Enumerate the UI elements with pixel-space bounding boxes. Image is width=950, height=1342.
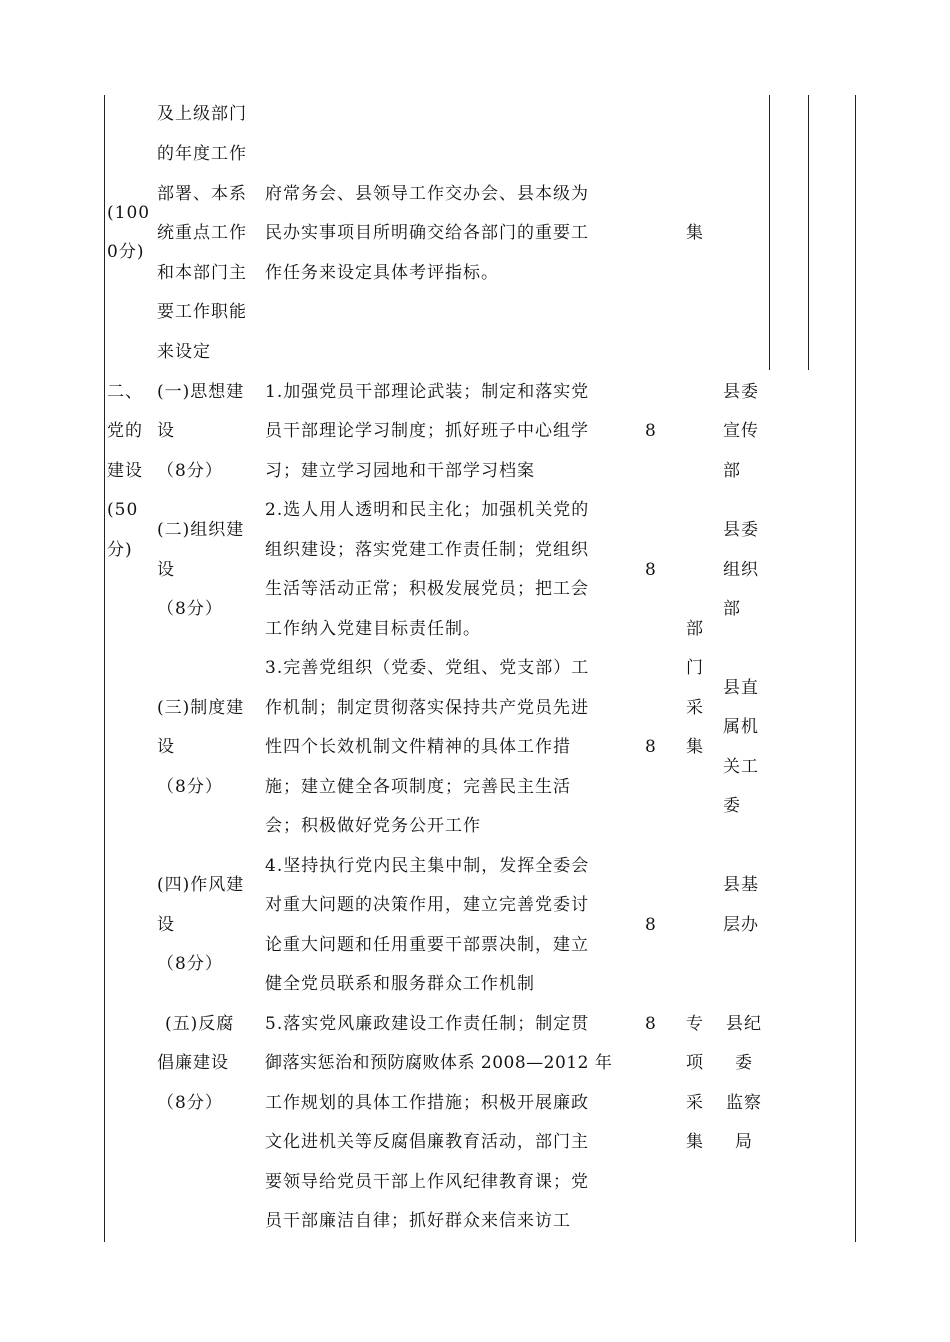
row3-dept-line-2: 属机 (723, 717, 759, 737)
row2-content-line-4: 工作纳入党建目标责任制。 (265, 619, 481, 639)
top-basis-line-3: 部署、本系 (157, 184, 247, 204)
row3-content-line-4: 施；建立健全各项制度；完善民主生活 (265, 777, 571, 797)
row2-dept-line-1: 县委 (723, 520, 759, 540)
row5-dept-line-4: 局 (735, 1132, 753, 1152)
row2-item-line-2: 设 (157, 560, 175, 580)
row1-content-line-1: 1.加强党员干部理论武装；制定和落实党 (265, 382, 590, 402)
row2-score: 8 (645, 560, 656, 580)
party-category-line-4: (50 (107, 500, 139, 520)
method-dept-line-4: 集 (686, 737, 704, 757)
row1-score: 8 (645, 421, 656, 441)
method-dept-line-3: 采 (686, 698, 704, 718)
row3-dept-line-3: 关工 (723, 757, 759, 777)
row3-content-line-2: 作机制；制定贯彻落实保持共产党员先进 (265, 698, 589, 718)
top-content-line-2: 民办实事项目所明确交给各部门的重要工 (265, 223, 589, 243)
method-dept-line-2: 门 (686, 658, 704, 678)
row1-content-line-2: 员干部理论学习制度；抓好班子中心组学 (265, 421, 589, 441)
row4-content-line-4: 健全党员联系和服务群众工作机制 (265, 974, 535, 994)
column-divider (808, 95, 809, 370)
row5-dept-line-3: 监察 (726, 1093, 762, 1113)
table-left-border (104, 95, 105, 1242)
party-category-line-3: 建设 (107, 461, 143, 481)
top-content-line-1: 府常务会、县领导工作交办会、县本级为 (265, 184, 589, 204)
row3-score: 8 (645, 737, 656, 757)
row3-item-line-2: 设 (157, 737, 175, 757)
row4-item-line-3: （8分） (157, 954, 223, 974)
row2-item-line-1: (二)组织建 (157, 520, 245, 540)
method-special-line-2: 项 (686, 1053, 704, 1073)
row5-item-line-3: （8分） (157, 1093, 223, 1113)
row1-dept-line-2: 宣传 (723, 421, 759, 441)
top-category-line-2: 0分) (107, 242, 145, 262)
row5-content-line-5: 要领导给党员干部上作风纪律教育课；党 (265, 1172, 589, 1192)
top-basis-line-6: 要工作职能 (157, 302, 247, 322)
top-basis-line-7: 来设定 (157, 342, 211, 362)
row1-item-line-2: 设 (157, 421, 175, 441)
row5-score: 8 (645, 1014, 656, 1034)
row2-content-line-3: 生活等活动正常；积极发展党员；把工会 (265, 579, 589, 599)
row4-dept-line-2: 层办 (723, 915, 759, 935)
top-basis-line-2: 的年度工作 (157, 144, 247, 164)
row4-content-line-3: 论重大问题和任用重要干部票决制，建立 (265, 935, 589, 955)
row4-item-line-1: (四)作风建 (157, 875, 245, 895)
row5-item-line-1: (五)反腐 (165, 1014, 235, 1034)
row1-dept-line-1: 县委 (723, 382, 759, 402)
row4-item-line-2: 设 (157, 915, 175, 935)
row5-content-line-3: 工作规划的具体工作措施；积极开展廉政 (265, 1093, 589, 1113)
row1-content-line-3: 习；建立学习园地和干部学习档案 (265, 461, 535, 481)
party-category-line-1: 二、 (107, 382, 143, 402)
row3-content-line-5: 会；积极做好党务公开工作 (265, 816, 481, 836)
row2-dept-line-3: 部 (723, 599, 741, 619)
top-category-line-1: (100 (107, 203, 151, 223)
row2-content-line-1: 2.选人用人透明和民主化；加强机关党的 (265, 500, 590, 520)
top-basis-line-5: 和本部门主 (157, 263, 247, 283)
party-category-line-5: 分) (107, 540, 133, 560)
party-category-line-2: 党的 (107, 421, 143, 441)
row1-item-line-3: （8分） (157, 461, 223, 481)
row5-dept-line-2: 委 (735, 1053, 753, 1073)
method-special-line-1: 专 (686, 1014, 704, 1034)
row5-content-line-2: 御落实惩治和预防腐败体系 2008—2012 年 (265, 1053, 613, 1073)
method-special-line-3: 采 (686, 1093, 704, 1113)
method-special-line-4: 集 (686, 1132, 704, 1152)
top-basis-line-1: 及上级部门 (157, 104, 247, 124)
top-method: 集 (686, 223, 704, 243)
row4-content-line-1: 4.坚持执行党内民主集中制，发挥全委会 (265, 856, 590, 876)
top-basis-line-4: 统重点工作 (157, 223, 247, 243)
row3-content-line-3: 性四个长效机制文件精神的具体工作措 (265, 737, 571, 757)
row5-content-line-4: 文化进机关等反腐倡廉教育活动，部门主 (265, 1132, 589, 1152)
row3-dept-line-4: 委 (723, 796, 741, 816)
row1-item-line-1: (一)思想建 (157, 382, 245, 402)
row3-item-line-3: （8分） (157, 777, 223, 797)
row2-item-line-3: （8分） (157, 599, 223, 619)
row1-dept-line-3: 部 (723, 461, 741, 481)
row3-content-line-1: 3.完善党组织（党委、党组、党支部）工 (265, 658, 590, 678)
column-divider (769, 95, 770, 370)
row5-item-line-2: 倡廉建设 (157, 1053, 229, 1073)
row2-dept-line-2: 组织 (723, 560, 759, 580)
row3-item-line-1: (三)制度建 (157, 698, 245, 718)
row5-content-line-1: 5.落实党风廉政建设工作责任制；制定贯 (265, 1014, 590, 1034)
row4-dept-line-1: 县基 (723, 875, 759, 895)
row2-content-line-2: 组织建设；落实党建工作责任制；党组织 (265, 540, 589, 560)
row5-dept-line-1: 县纪 (726, 1014, 762, 1034)
method-dept-line-1: 部 (686, 619, 704, 639)
row4-score: 8 (645, 915, 656, 935)
table-right-border (855, 95, 856, 1242)
row3-dept-line-1: 县直 (723, 678, 759, 698)
top-content-line-3: 作任务来设定具体考评指标。 (265, 263, 499, 283)
row4-content-line-2: 对重大问题的决策作用，建立完善党委讨 (265, 895, 589, 915)
row5-content-line-6: 员干部廉洁自律；抓好群众来信来访工 (265, 1211, 571, 1231)
